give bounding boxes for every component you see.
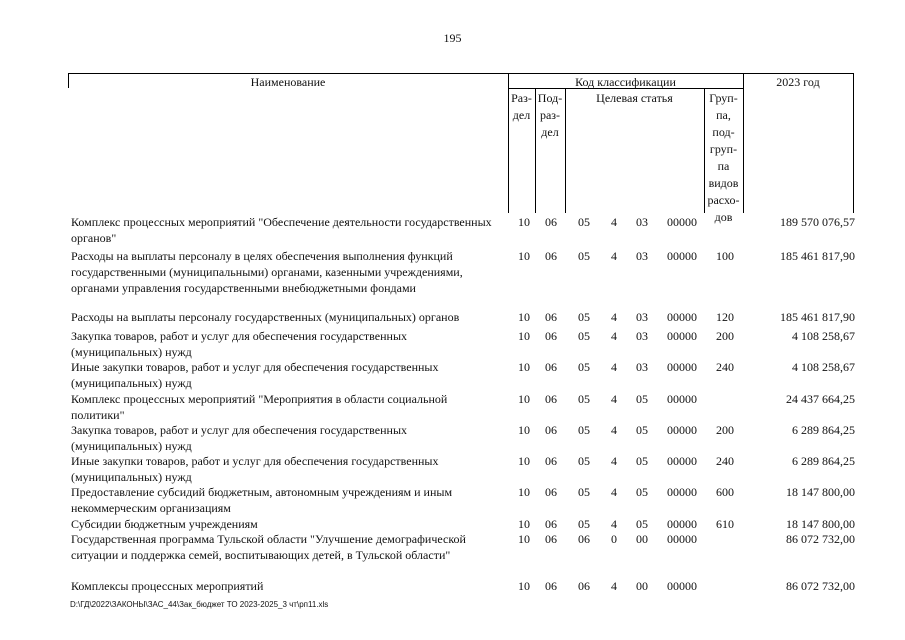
row-name: Государственная программа Тульской области "Улучшение демографической ситуации и поддержка семей, воспитывающих детей, в Тульской области"	[71, 532, 466, 562]
row-amount: 86 072 732,00	[786, 579, 855, 593]
header-section: Раз- дел	[511, 91, 532, 122]
row-name: Иные закупки товаров, работ и услуг для обеспечения государственных (муниципальных) нужд	[71, 454, 439, 484]
row-name: Комплексы процессных мероприятий	[71, 579, 264, 593]
header-target: Целевая статья	[596, 91, 673, 105]
row-amount: 6 289 864,25	[792, 454, 855, 468]
row-amount: 4 108 258,67	[792, 329, 855, 343]
footer-file-path: D:\ГД\2022\ЗАКОНЫ\ЗАС_44\Зак_бюджет ТО 2023-2025_3 чт\рп11.xls	[70, 600, 329, 609]
header-year: 2023 год	[776, 75, 820, 89]
row-name: Предоставление субсидий бюджетным, автономным учреждениям и иным некоммерческим организациям	[71, 485, 453, 515]
row-amount: 86 072 732,00	[786, 532, 855, 546]
row-amount: 185 461 817,90	[780, 310, 855, 324]
row-name: Субсидии бюджетным учреждениям	[71, 517, 258, 531]
row-amount: 6 289 864,25	[792, 423, 855, 437]
row-name: Иные закупки товаров, работ и услуг для обеспечения государственных (муниципальных) нужд	[71, 360, 439, 390]
row-amount: 185 461 817,90	[780, 249, 855, 263]
row-amount: 4 108 258,67	[792, 360, 855, 374]
header-name: Наименование	[250, 75, 326, 89]
row-amount: 24 437 664,25	[786, 392, 855, 406]
header-subsection: Под- раз- дел	[537, 91, 563, 139]
row-name: Закупка товаров, работ и услуг для обеспечения государственных (муниципальных) нужд	[71, 329, 408, 359]
header-code: Код классификации	[575, 75, 676, 89]
row-name: Комплекс процессных мероприятий "Обеспечение деятельности государственных органов"	[71, 215, 492, 245]
row-amount: 189 570 076,57	[780, 215, 855, 229]
page-number: 195	[443, 31, 462, 45]
header-group: Груп- па, под- груп- па видов расхо- дов	[707, 91, 740, 224]
row-amount: 18 147 800,00	[786, 517, 855, 531]
row-name: Расходы на выплаты персоналу государственных (муниципальных) органов	[71, 310, 460, 324]
row-name: Расходы на выплаты персоналу в целях обеспечения выполнения функций государственными (муниципальными) органами, казенными учреждениями, органами управления государственными внебюджетными фондами	[71, 249, 463, 295]
row-name: Комплекс процессных мероприятий "Мероприятия в области социальной политики"	[71, 392, 448, 422]
row-amount: 18 147 800,00	[786, 485, 855, 499]
row-name: Закупка товаров, работ и услуг для обеспечения государственных (муниципальных) нужд	[71, 423, 408, 453]
